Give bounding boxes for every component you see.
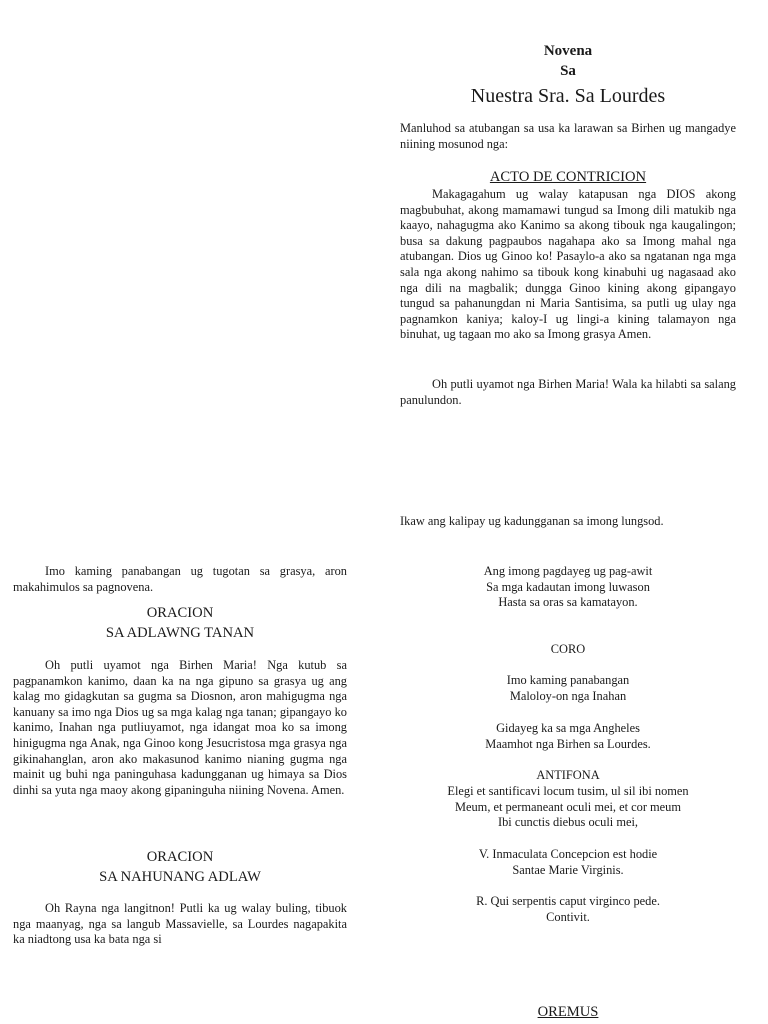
stanza-1	[400, 564, 736, 611]
acto-closing: Oh putli uyamot nga Birhen Maria! Wala ka hilabti sa salang panulundon.	[400, 377, 736, 407]
stanza-line: V. Inmaculata Concepcion est hodie	[478, 847, 658, 861]
stanza-3	[400, 721, 736, 752]
stanza-2	[400, 673, 736, 704]
oracion1-subheading: SA ADLAWNG TANAN	[105, 625, 255, 641]
title-novena: Novena	[543, 43, 593, 59]
page-title: Nuestra Sra. Sa Lourdes	[470, 85, 666, 107]
stanza-line: Meum, et permaneant oculi mei, et cor meum	[454, 799, 682, 814]
stanza-line: Ibi cunctis diebus oculi mei,	[497, 815, 639, 830]
stanza-line: Maamhot nga Birhen sa Lourdes.	[485, 736, 651, 751]
stanza-line: Santae Marie Virginis.	[512, 862, 624, 877]
stanza-line: Sa mga kadautan imong luwason	[486, 579, 650, 594]
antifona-heading: ANTIFONA	[536, 768, 600, 782]
intro-paragraph: Manluhod sa atubangan sa usa ka larawan sa Birhen ug mangadye niining mosunod nga:	[400, 121, 736, 151]
ikaw-line: Ikaw ang kalipay ug kadungganan sa imong lungsod.	[400, 514, 664, 528]
oremus-heading: OREMUS	[537, 1004, 599, 1020]
stanza-4	[400, 784, 736, 831]
stanza-line: R. Qui serpentis caput virginco pede.	[476, 894, 660, 908]
acto-heading: ACTO DE CONTRICION	[489, 169, 647, 185]
title-sa: Sa	[560, 63, 576, 79]
stanza-line: Gidayeg ka sa mga Angheles	[496, 721, 640, 735]
response	[400, 894, 736, 925]
oracion2-subheading: SA NAHUNANG ADLAW	[99, 869, 261, 885]
stanza-line: Contivit.	[546, 909, 590, 924]
stanza-line: Elegi et santificavi locum tusim, ul sil ibi nomen	[447, 784, 689, 798]
versicle	[400, 847, 736, 878]
coro-heading: CORO	[550, 642, 586, 656]
oracion2-heading: ORACION	[146, 849, 214, 865]
stanza-line: Ang imong pagdayeg ug pag-awit	[483, 564, 653, 578]
stanza-line: Hasta sa oras sa kamatayon.	[498, 595, 638, 610]
acto-body: Makagagahum ug walay katapusan nga DIOS akong magbubuhat, akong mamamawi tungud sa Imong dili matukib nga kaayo, nahagugma ako Kanimo sa akong tibouk nga kaugalingon; busa sa dakung pagpaubos nagahapa ako sa Imong mahal nga atubangan. Dios ug Ginoo ko! Pasaylo-a ako sa ngatanan nga mga sala nga akong nahimo sa tibouk kong kinabuhi ug nagasaad ako nga dili na magbalik; dungga Ginoo kining akong gipangayo tungud sa pahanungdan ni Maria Santisima, sa putli ug ulay nga pagnamkon kaniya; kaloy-I ug lingi-a kining talamayon nga binuhat, ug tagaan mo ako sa Imong grasya Amen.	[400, 187, 736, 342]
stanza-line: Maloloy-on nga Inahan	[509, 688, 627, 703]
oracion1-heading: ORACION	[146, 605, 214, 621]
oracion1-body: Oh putli uyamot nga Birhen Maria! Nga kutub sa pagpanamkon kanimo, daan ka na nga gipuno sa grasya ug ang kalag mo gidagkutan sa gugma sa Diosnon, aron mahigugma nga kanuany sa imo nga Dios ug sa mga kalag nga tanan; gipangayo ko kanimo, Inahan nga putliuyamot, nga idangat moa ko sa imong hinigugma nga Anak, nga Ginoo kong Jesucristosa mga grasya nga gikinahanglan, aron ako makasunod kanimo nianing gugma nga mainit ug buhi nga paninguhasa kadungganan ug himaya sa Dios dinhi sa yuta nga maoy akong gipaninguha niining Novena. Amen.	[13, 658, 347, 797]
oracion2-body: Oh Rayna nga langitnon! Putli ka ug walay buling, tibuok nga maanyag, nga sa langub Massavielle, sa Lourdes nagapakita ka niadtong usa ka bata nga si	[13, 901, 347, 947]
stanza-line: Imo kaming panabangan	[506, 673, 630, 687]
left-intro-paragraph: Imo kaming panabangan ug tugotan sa grasya, aron makahimulos sa pagnovena.	[13, 564, 347, 594]
